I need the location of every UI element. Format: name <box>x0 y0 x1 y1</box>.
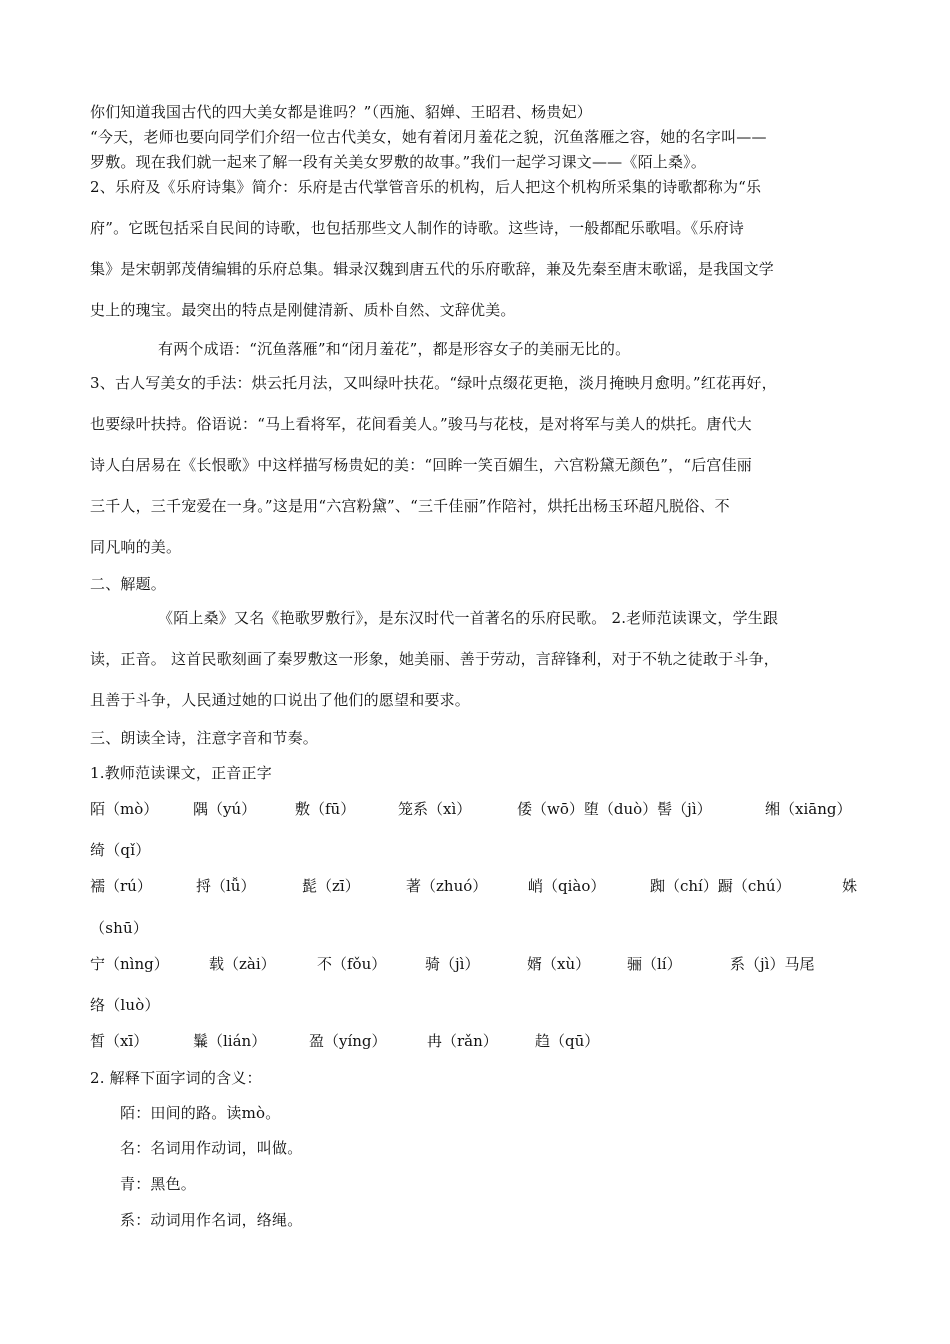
pinyin-item: 鬑（lián） <box>193 1032 267 1050</box>
pinyin-wrap: （shū） <box>90 919 149 937</box>
pinyin-item: 襦（rú） <box>90 877 152 895</box>
yuefu-line-2: 府”。它既包括采自民间的诗歌，也包括那些文人制作的诗歌。这些诗，一般都配乐歌唱。《乐府诗 <box>90 219 744 237</box>
pinyin-item: 皙（xī） <box>90 1032 149 1050</box>
intro-line-1: 你们知道我国古代的四大美女都是谁吗？”（西施、貂婵、王昭君、杨贵妃） <box>90 103 592 121</box>
section2-line-1: 《陌上桑》又名《艳歌罗敷行》，是东汉时代一首著名的乐府民歌。 2.老师范读课文，学生跟 <box>158 609 779 627</box>
pinyin-item: 姝 <box>842 877 858 895</box>
pinyin-item: 倭（wō）堕（duò）髻（jì） <box>517 800 712 818</box>
pinyin-item: 冉（rǎn） <box>427 1032 498 1050</box>
intro-line-2: “今天，老师也要向同学们介绍一位古代美女，她有着闭月羞花之貌，沉鱼落雁之容，她的名字叫—— <box>90 128 767 146</box>
pinyin-item: 趋（qū） <box>535 1032 600 1050</box>
pinyin-item: 婿（xù） <box>527 955 591 973</box>
definition-item: 系：动词用作名词，络绳。 <box>120 1211 303 1229</box>
pinyin-item: 骑（jì） <box>425 955 480 973</box>
pinyin-item: 捋（lǚ） <box>196 877 256 895</box>
definition-item: 陌：田间的路。读mò。 <box>120 1104 281 1122</box>
pinyin-item: 笼系（xì） <box>398 800 472 818</box>
method-line-4: 三千人，三千宠爱在一身。”这是用“六宫粉黛”、“三千佳丽”作陪衬，烘托出杨玉环超凡脱俗、不 <box>90 497 730 515</box>
pinyin-item: 缃（xiāng） <box>765 800 852 818</box>
definition-item: 名：名词用作动词，叫做。 <box>120 1139 303 1157</box>
pinyin-item: 不（fǒu） <box>317 955 387 973</box>
pinyin-item: 陌（mò） <box>90 800 159 818</box>
method-line-5: 同凡响的美。 <box>90 538 182 556</box>
section3-heading: 三、朗读全诗，注意字音和节奏。 <box>90 729 319 747</box>
yuefu-line-3: 集》是宋朝郭茂倩编辑的乐府总集。辑录汉魏到唐五代的乐府歌辞，兼及先秦至唐末歌谣，是我国文学 <box>90 260 775 278</box>
pinyin-item: 宁（nìng） <box>90 955 169 973</box>
pinyin-item: 踟（chí）蹰（chú） <box>650 877 791 895</box>
pinyin-item: 盈（yíng） <box>309 1032 387 1050</box>
pinyin-item: 髭（zī） <box>302 877 360 895</box>
pinyin-item: 隅（yú） <box>193 800 257 818</box>
section2-line-2: 读，正音。 这首民歌刻画了秦罗敷这一形象，她美丽、善于劳动，言辞锋利，对于不轨之徒敢于斗争， <box>90 650 779 668</box>
method-line-3: 诗人白居易在《长恨歌》中这样描写杨贵妃的美：“回眸一笑百媚生，六宫粉黛无颜色”，“后宫佳丽 <box>90 456 753 474</box>
pinyin-item: 敷（fū） <box>295 800 356 818</box>
method-line-2: 也要绿叶扶持。俗语说：“马上看将军，花间看美人。”骏马与花枝，是对将军与美人的烘托。唐代大 <box>90 415 752 433</box>
subheading-reading: 1.教师范读课文，正音正字 <box>90 764 272 782</box>
intro-line-3: 罗敷。现在我们就一起来了解一段有关美女罗敷的故事。”我们一起学习课文——《陌上桑》。 <box>90 153 707 171</box>
pinyin-item: 著（zhuó） <box>406 877 488 895</box>
yuefu-line-4: 史上的瑰宝。最突出的特点是刚健清新、质朴自然、文辞优美。 <box>90 301 516 319</box>
idiom-line: 有两个成语：“沉鱼落雁”和“闭月羞花”，都是形容女子的美丽无比的。 <box>158 340 631 358</box>
yuefu-line-1: 2、乐府及《乐府诗集》简介：乐府是古代掌管音乐的机构，后人把这个机构所采集的诗歌都称为“乐 <box>90 178 762 196</box>
pinyin-item: 系（jì）马尾 <box>730 955 815 973</box>
pinyin-wrap: 络（luò） <box>90 996 160 1014</box>
definition-item: 青：黑色。 <box>120 1175 197 1193</box>
pinyin-item: 骊（lí） <box>627 955 682 973</box>
section2-heading: 二、解题。 <box>90 575 167 593</box>
pinyin-item: 载（zài） <box>209 955 276 973</box>
pinyin-wrap: 绮（qǐ） <box>90 841 151 859</box>
method-line-1: 3、古人写美女的手法：烘云托月法，又叫绿叶扶花。“绿叶点缀花更艳，淡月掩映月愈明。”红花再好， <box>90 374 777 392</box>
pinyin-item: 峭（qiào） <box>528 877 606 895</box>
section2-line-3: 且善于斗争，人民通过她的口说出了他们的愿望和要求。 <box>90 691 471 709</box>
subheading-definitions: 2. 解释下面字词的含义： <box>90 1069 262 1087</box>
